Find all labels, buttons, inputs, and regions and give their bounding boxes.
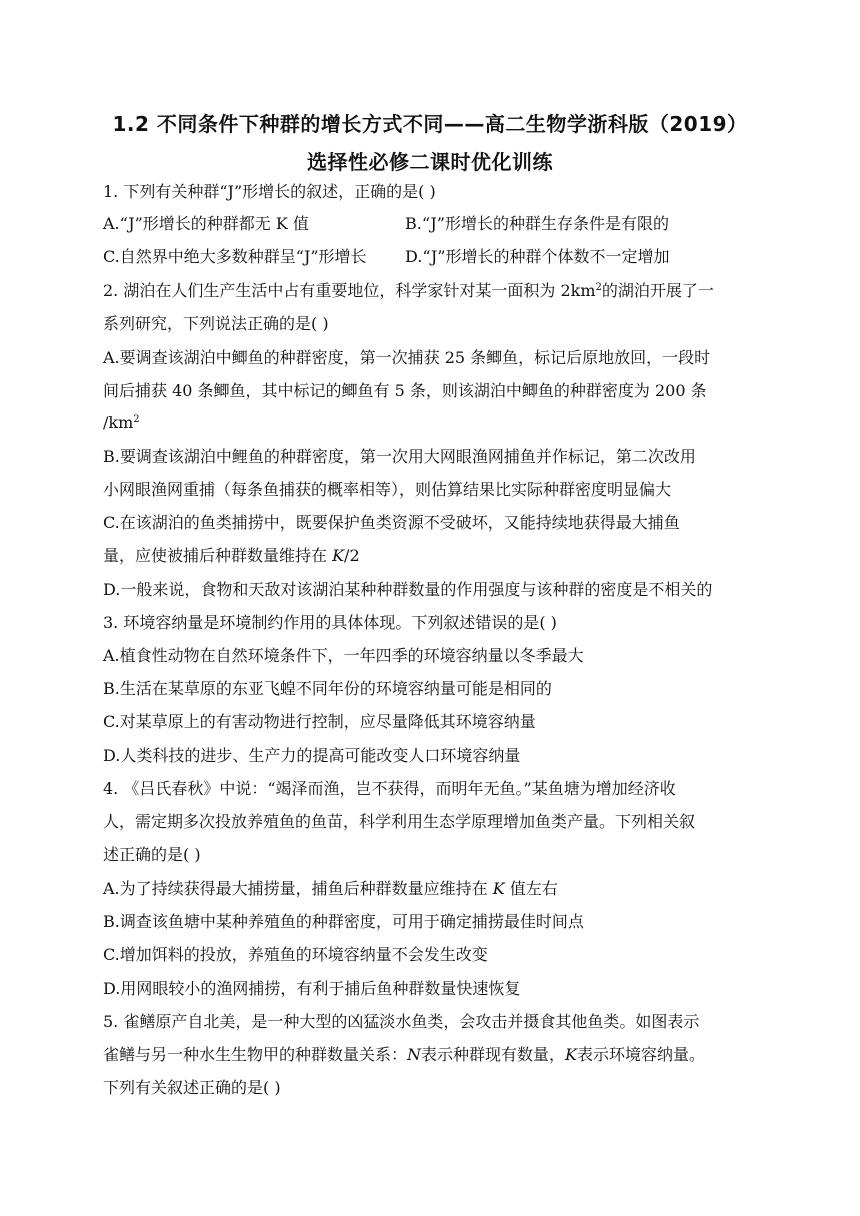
q4-stem-line-2: 人，需定期多次投放养殖鱼的鱼苗，科学利用生态学原理增加鱼类产量。下列相关叙 [103,812,696,831]
q2-option-a-line-2: 间后捕获 40 条鲫鱼，其中标记的鲫鱼有 5 条，则该湖泊中鲫鱼的种群密度为 200 条 [103,381,707,400]
q5-s2c: 表示环境容纳量。 [576,1045,705,1064]
q2-stem-1a: 2. 湖泊在人们生产生活中占有重要地位，科学家针对某一面积为 2km [103,281,596,300]
q1-option-a: A.“J”形增长的种群都无 K 值 [103,214,309,233]
q5-stem-line-3: 下列有关叙述正确的是( ) [103,1078,281,1097]
q2-option-b-line-1: B.要调查该湖泊中鲤鱼的种群密度，第一次用大网眼渔网捕鱼并作标记，第二次改用 [103,447,696,466]
q5-s2n: N [407,1045,422,1064]
q5-s2a: 雀鳝与另一种水生生物甲的种群数量关系： [103,1045,408,1064]
q1-stem: 1. 下列有关种群“J”形增长的叙述，正确的是( ) [103,182,436,201]
q4-a-post: 值左右 [504,879,558,898]
title-line-1: 1.2 不同条件下种群的增长方式不同——高二生物学浙科版（2019） [112,112,748,136]
q4-option-d: D.用网眼较小的渔网捕捞，有利于捕后鱼种群数量快速恢复 [103,979,521,998]
q2-c2-k: K [332,546,345,565]
q2-option-a-line-1: A.要调查该湖泊中鲫鱼的种群密度，第一次捕获 25 条鲫鱼，标记后原地放回，一段时 [103,348,711,367]
q2-unit: /km [103,413,134,432]
q3-stem: 3. 环境容纳量是环境制约作用的具体体现。下列叙述错误的是( ) [103,613,557,632]
q5-s2b: 表示种群现有数量， [421,1045,566,1064]
superscript-2: 2 [133,414,140,425]
q3-option-b: B.生活在某草原的东亚飞蝗不同年份的环境容纳量可能是相同的 [103,679,552,698]
q4-option-b: B.调查该鱼塘中某种养殖鱼的种群密度，可用于确定捕捞最佳时间点 [103,912,584,931]
q4-option-c: C.增加饵料的投放，养殖鱼的环境容纳量不会发生改变 [103,945,488,964]
superscript-2: 2 [595,282,602,293]
q5-s2k: K [565,1045,577,1064]
q2-c2-frac: /2 [344,546,360,565]
q1-option-c: C.自然界中绝大多数种群呈“J”形增长 [103,247,367,266]
q2-stem-1b: 的湖泊开展了一 [601,281,714,300]
q2-c2-text: 量，应使被捕后种群数量维持在 [103,546,333,565]
q2-option-b-line-2: 小网眼渔网重捕（每条鱼捕获的概率相等），则估算结果比实际种群密度明显偏大 [103,480,672,499]
q2-option-c-line-2 [103,546,360,566]
q4-stem-line-1: 4. 《吕氏春秋》中说：“竭泽而渔，岂不获得，而明年无鱼。”某鱼塘为增加经济收 [103,779,676,798]
q2-option-d: D.一般来说，食物和天敌对该湖泊某种种群数量的作用强度与该种群的密度是不相关的 [103,580,713,599]
q1-option-d: D.“J”形增长的种群个体数不一定增加 [405,247,670,266]
q4-stem-line-3: 述正确的是( ) [103,845,201,864]
q1-option-b: B.“J”形增长的种群生存条件是有限的 [405,214,669,233]
q4-a-pre: A.为了持续获得最大捕捞量，捕鱼后种群数量应维持在 [103,879,493,898]
q3-option-a: A.植食性动物在自然环境条件下，一年四季的环境容纳量以冬季最大 [103,646,584,665]
q4-a-k: K [492,879,505,898]
q5-stem-line-2 [103,1045,705,1065]
q2-stem-line-1 [103,281,714,301]
q3-option-c: C.对某草原上的有害动物进行控制，应尽量降低其环境容纳量 [103,712,536,731]
q4-option-a [103,879,558,899]
q2-stem-line-2: 系列研究，下列说法正确的是( ) [103,314,329,333]
q2-option-a-line-3 [103,413,140,433]
q5-stem-line-1: 5. 雀鳝原产自北美，是一种大型的凶猛淡水鱼类，会攻击并摄食其他鱼类。如图表示 [103,1012,700,1031]
q3-option-d: D.人类科技的进步、生产力的提高可能改变人口环境容纳量 [103,746,521,765]
q2-option-c-line-1: C.在该湖泊的鱼类捕捞中，既要保护鱼类资源不受破坏，又能持续地获得最大捕鱼 [103,513,680,532]
title-line-2: 选择性必修二课时优化训练 [307,150,553,174]
